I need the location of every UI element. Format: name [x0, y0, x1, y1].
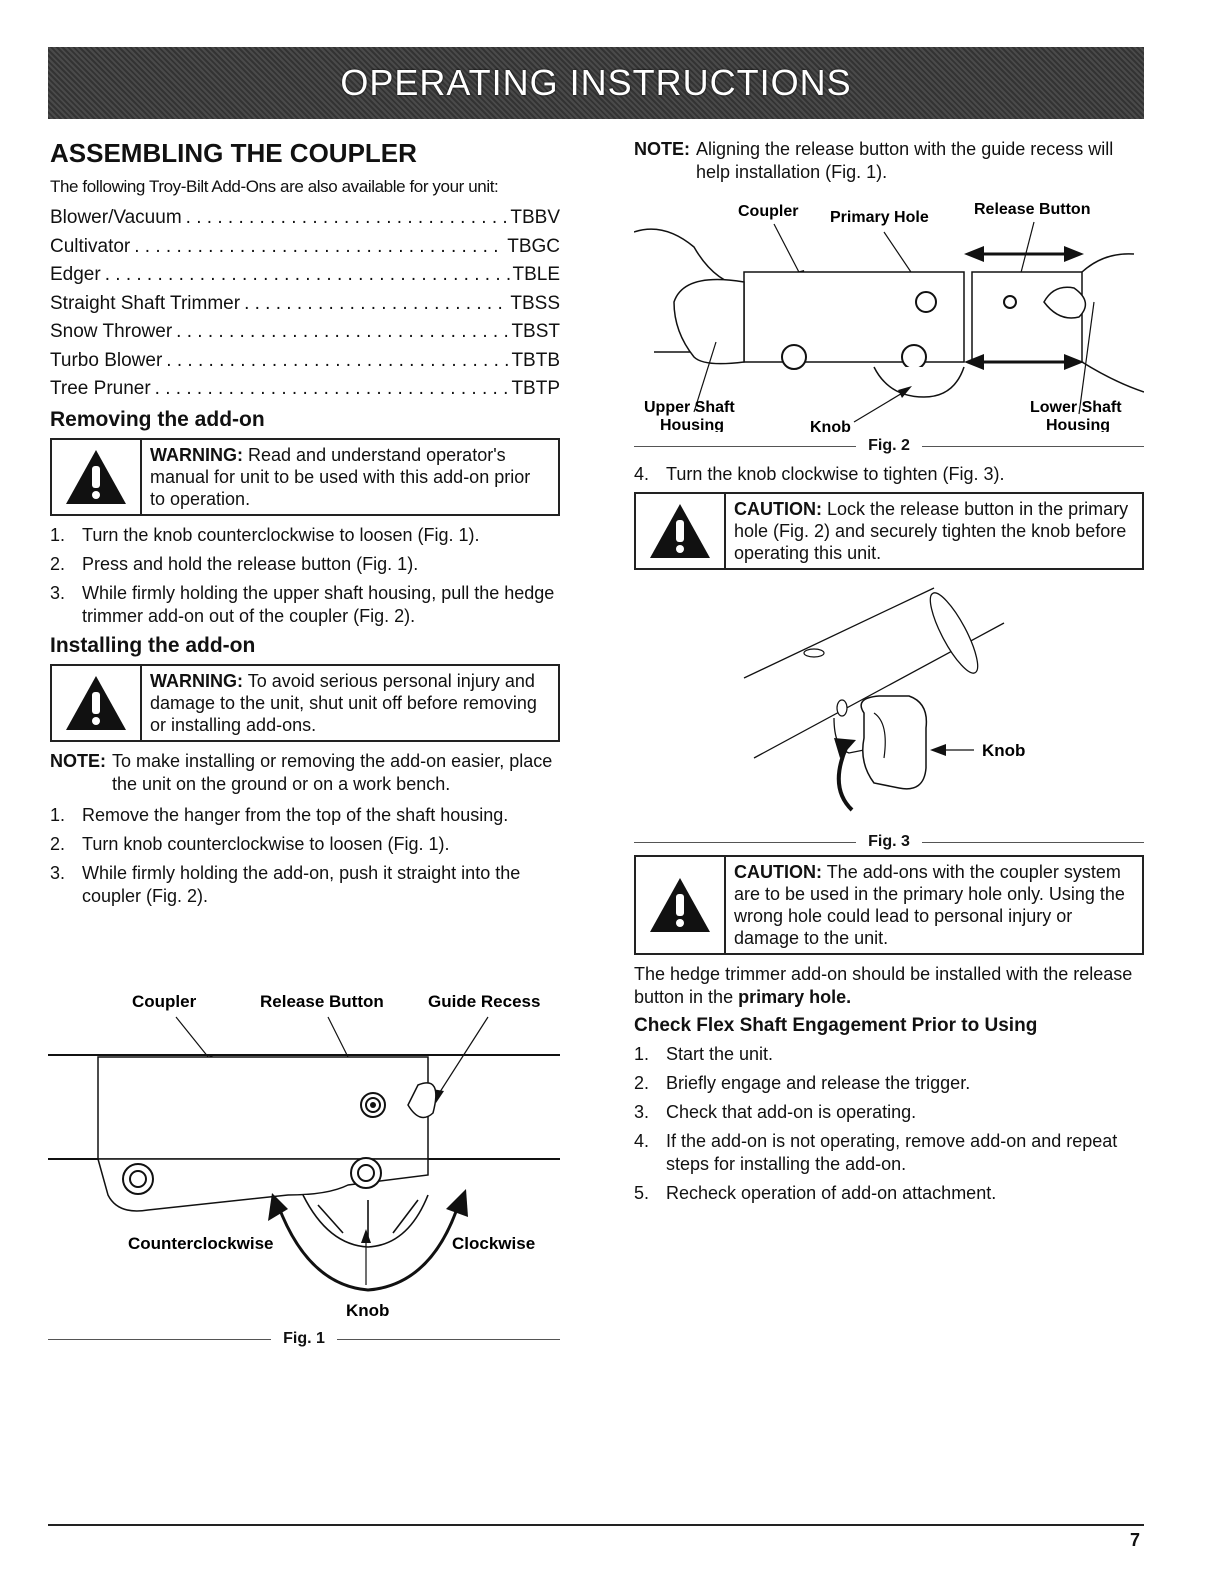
coupler-alignment-illustration — [634, 192, 1144, 432]
coupler-illustration — [48, 985, 560, 1325]
banner-title: OPERATING INSTRUCTIONS — [340, 62, 852, 103]
caution-text: The add-ons with the coupler system are to be used in the primary hole only. Using the wrong hole could lead to personal injury or damage to the unit. — [734, 862, 1125, 948]
label-clockwise: Clockwise — [452, 1234, 536, 1253]
label-primary-hole: Primary Hole — [830, 209, 929, 226]
list-item: 1. Turn the knob counterclockwise to loosen (Fig. 1). — [50, 524, 480, 545]
addon-row: Cultivator . . . TBGC — [50, 233, 560, 262]
installing-steps — [50, 804, 560, 908]
label-counterclockwise: Counterclockwise — [128, 1234, 274, 1253]
page-number: 7 — [1130, 1530, 1141, 1550]
list-item: 2. Turn knob counterclockwise to loosen (Fig. 1). — [50, 833, 450, 854]
figure-3 — [634, 578, 1144, 851]
left-column — [50, 138, 560, 914]
removing-steps — [50, 524, 560, 628]
label-lower-shaft: Lower Shaft — [1030, 399, 1122, 416]
warning-icon — [52, 440, 142, 514]
label-release-button: Release Button — [260, 992, 384, 1011]
page-heading: ASSEMBLING THE COUPLER — [50, 138, 417, 168]
list-item: 4. Turn the knob clockwise to tighten (Fig. 3). — [634, 464, 1005, 484]
label-lower-housing: Housing — [1046, 417, 1110, 432]
section-banner — [48, 47, 1144, 119]
label-upper-shaft: Upper Shaft — [644, 399, 735, 416]
warning-box — [50, 438, 560, 516]
figure-1 — [48, 985, 560, 1355]
caution-text: Lock the release button in the primary hole (Fig. 2) and securely tighten the knob before operating this unit. — [734, 499, 1129, 563]
label-coupler: Coupler — [738, 203, 799, 220]
list-item: 1. Start the unit. — [634, 1044, 774, 1064]
caution-label: CAUTION: — [734, 862, 822, 882]
note — [634, 138, 1144, 184]
warning-box — [50, 664, 560, 742]
note-label: NOTE: — [50, 750, 106, 771]
note-text: To make installing or removing the add-on easier, place the unit on the ground or on a work bench. — [112, 750, 553, 794]
list-item: 1. Remove the hanger from the top of the shaft housing. — [50, 804, 509, 825]
label-knob: Knob — [982, 741, 1026, 760]
tighten-step — [634, 463, 1144, 486]
label-release-button: Release Button — [974, 201, 1091, 218]
warning-icon — [636, 857, 726, 953]
installing-heading: Installing the add-on — [50, 633, 256, 657]
install-note: The hedge trimmer add-on should be installed with the release button in the primary hole. — [634, 964, 1133, 1007]
list-item: 2. Briefly engage and release the trigger. — [634, 1073, 971, 1093]
addon-row: Tree Pruner . . . TBTP — [50, 375, 560, 404]
label-coupler: Coupler — [132, 992, 197, 1011]
label-upper-housing: Housing — [660, 417, 724, 432]
warning-text: To avoid serious personal injury and damage to the unit, shut unit off before removing or installing add-ons. — [150, 670, 537, 735]
label-knob: Knob — [346, 1301, 390, 1320]
list-item: 2. Press and hold the release button (Fig. 1). — [50, 553, 419, 574]
caution-box — [634, 492, 1144, 570]
warning-label: WARNING: — [150, 670, 243, 691]
addon-row: Blower/Vacuum . . . TBBV — [50, 204, 560, 233]
warning-icon — [636, 494, 726, 568]
figure-caption: Fig. 1 — [48, 1330, 560, 1348]
caution-label: CAUTION: — [734, 499, 822, 519]
addons-intro: The following Troy-Bilt Add-Ons are also available for your unit: — [50, 177, 499, 196]
list-item: 4. If the add-on is not operating, remove add-on and repeat steps for installing the add-on. — [634, 1131, 1118, 1174]
note — [50, 750, 560, 796]
figure-caption: Fig. 2 — [634, 437, 1144, 455]
list-item: 5. Recheck operation of add-on attachment. — [634, 1183, 997, 1203]
note-label: NOTE: — [634, 139, 690, 159]
warning-text: Read and understand operator's manual for unit to be used with this add-on prior to operation. — [150, 444, 531, 509]
right-column — [634, 138, 1144, 1211]
check-steps — [634, 1043, 1144, 1205]
list-item: 3. While firmly holding the upper shaft housing, pull the hedge trimmer add-on out of the coupler (Fig. 2). — [50, 582, 555, 626]
check-heading: Check Flex Shaft Engagement Prior to Using — [634, 1015, 1038, 1036]
warning-label: WARNING: — [150, 444, 243, 465]
figure-caption: Fig. 3 — [634, 833, 1144, 851]
addon-row: Snow Thrower . . . TBST — [50, 318, 560, 347]
knob-tighten-illustration — [634, 578, 1144, 828]
caution-box — [634, 855, 1144, 955]
label-guide-recess: Guide Recess — [428, 992, 541, 1011]
footer-rule — [48, 1524, 1144, 1526]
figure-2 — [634, 192, 1144, 455]
warning-icon — [52, 666, 142, 740]
list-item: 3. While firmly holding the add-on, push it straight into the coupler (Fig. 2). — [50, 862, 521, 906]
note-text: Aligning the release button with the guide recess will help installation (Fig. 1). — [696, 139, 1114, 182]
list-item: 3. Check that add-on is operating. — [634, 1102, 917, 1122]
removing-heading: Removing the add-on — [50, 407, 265, 431]
addon-row: Straight Shaft Trimmer . . . TBSS — [50, 290, 560, 319]
label-knob: Knob — [810, 419, 851, 432]
addon-row: Turbo Blower . . . TBTB — [50, 347, 560, 376]
addon-list — [50, 204, 560, 404]
addon-row: Edger . . . TBLE — [50, 261, 560, 290]
